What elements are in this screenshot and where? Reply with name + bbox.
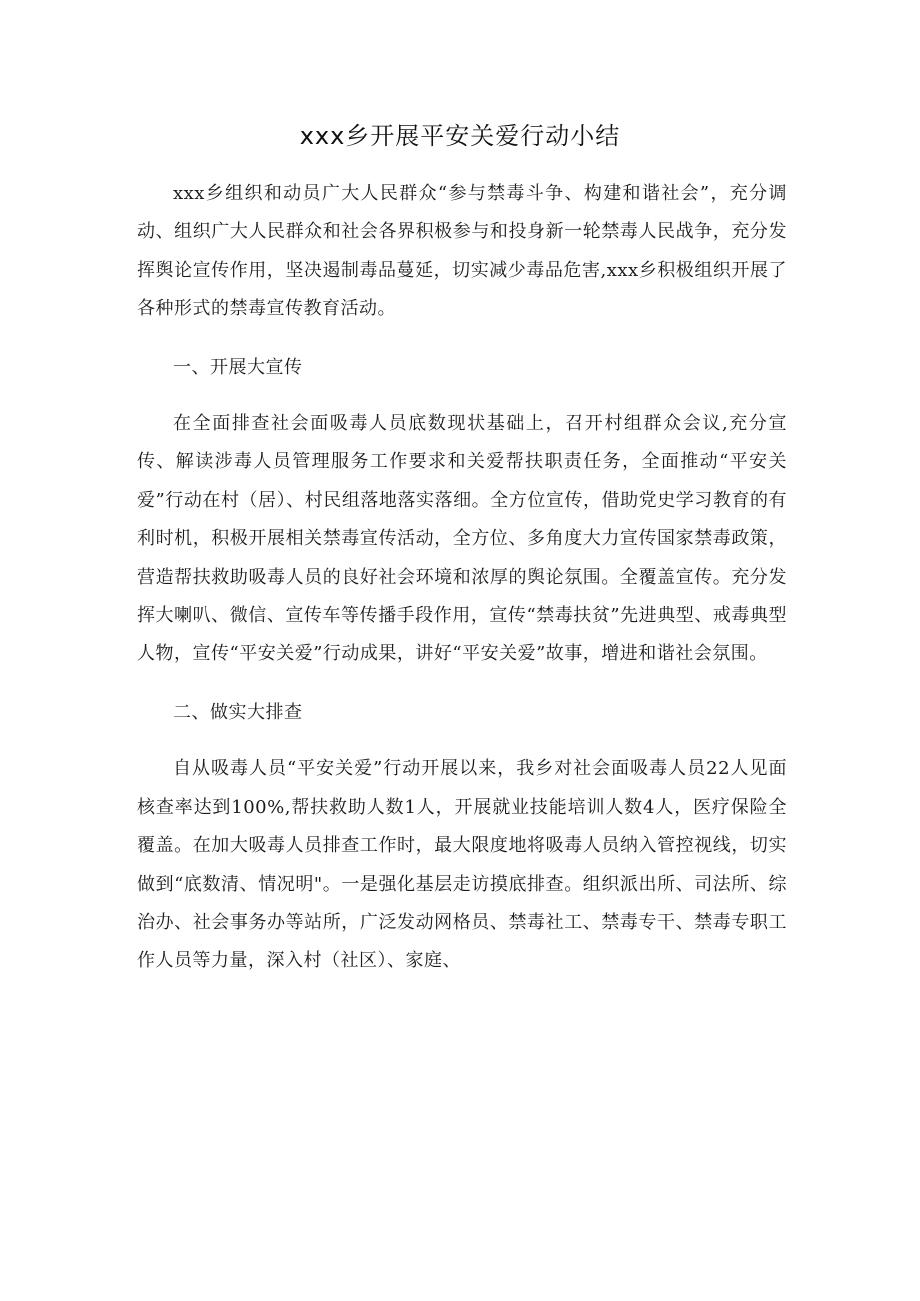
intro-paragraph: xxx乡组织和动员广大人民群众“参与禁毒斗争、构建和谐社会”，充分调动、组织广大人民群众和社会各界积极参与和投身新一轮禁毒人民战争，充分发挥舆论宣传作用，坚决遏制毒品蔓延，切实减少毒品危害,xxx乡积极组织开展了各种形式的禁毒宣传教育活动。 bbox=[137, 183, 787, 320]
document-title: xxx乡开展平安关爱行动小结 bbox=[299, 122, 621, 150]
section-heading-investigation: 二、做实大排查 bbox=[173, 701, 303, 723]
section-body-publicity: 在全面排查社会面吸毒人员底数现状基础上，召开村组群众会议,充分宣传、解读涉毒人员管理服务工作要求和关爱帮扶职责任务，全面推动“平安关爱”行动在村（居）、村民组落地落实落细。全方位宣传，借助党史学习教育的有利时机，积极开展相关禁毒宣传活动，全方位、多角度大力宣传国家禁毒政策，营造帮扶救助吸毒人员的良好社会环境和浓厚的舆论氛围。全覆盖宣传。充分发挥大喇叭、微信、宣传车等传播手段作用，宣传“禁毒扶贫”先进典型、戒毒典型人物，宣传“平安关爱”行动成果，讲好“平安关爱”故事，增进和谐社会氛围。 bbox=[137, 413, 787, 665]
section-body-investigation: 自从吸毒人员“平安关爱”行动开展以来，我乡对社会面吸毒人员22人见面核查率达到100%,帮扶救助人数1人，开展就业技能培训人数4人，医疗保险全覆盖。在加大吸毒人员排查工作时，最大限度地将吸毒人员纳入管控视线，切实做到“底数清、情况明"。一是强化基层走访摸底排查。组织派出所、司法所、综治办、社会事务办等站所，广泛发动网格员、禁毒社工、禁毒专干、禁毒专职工作人员等力量，深入村（社区）、家庭、 bbox=[137, 758, 787, 972]
section-heading-publicity: 一、开展大宣传 bbox=[173, 356, 303, 378]
document-body bbox=[137, 175, 787, 981]
